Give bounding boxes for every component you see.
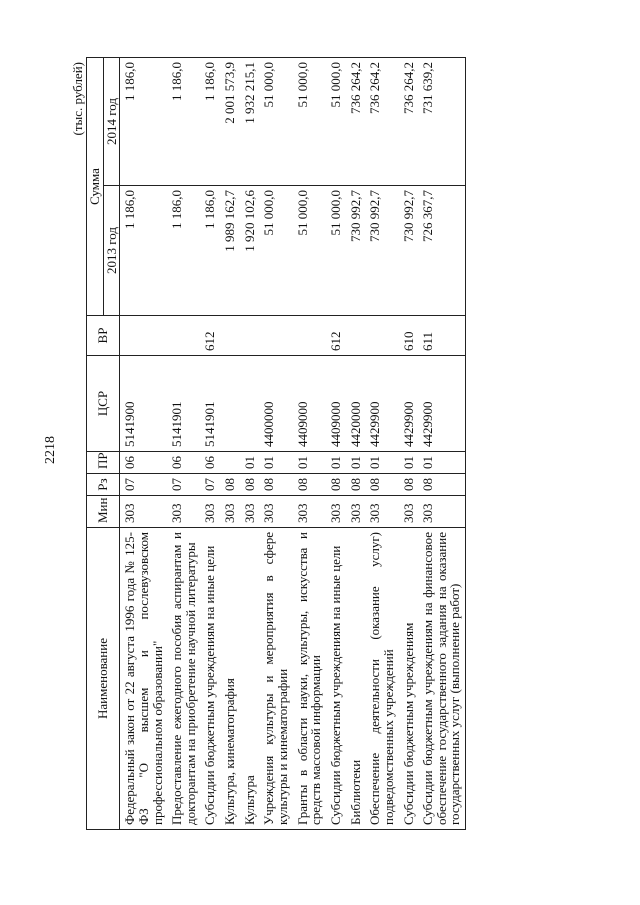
row-vr — [167, 316, 200, 356]
row-pr: 01 — [326, 452, 346, 474]
row-vr: 610 — [399, 316, 419, 356]
row-csr: 4429900 — [418, 356, 465, 452]
row-rz: 08 — [365, 474, 398, 496]
table-row — [200, 58, 220, 830]
row-2013: 1 186,0 — [167, 186, 200, 316]
row-2014: 1 186,0 — [167, 58, 200, 186]
row-rz: 07 — [200, 474, 220, 496]
row-csr — [240, 356, 260, 452]
row-pr: 01 — [346, 452, 366, 474]
row-min: 303 — [167, 496, 200, 528]
row-rz: 07 — [167, 474, 200, 496]
row-pr: 01 — [293, 452, 326, 474]
row-2014: 51 000,0 — [259, 58, 292, 186]
row-rz: 08 — [259, 474, 292, 496]
header-sum: Сумма — [87, 58, 104, 316]
row-vr: 611 — [418, 316, 465, 356]
row-2014: 51 000,0 — [326, 58, 346, 186]
row-min: 303 — [200, 496, 220, 528]
row-rz: 07 — [120, 474, 167, 496]
row-2013: 730 992,7 — [399, 186, 419, 316]
header-min: Мин — [87, 496, 120, 528]
header-rz: Рз — [87, 474, 120, 496]
row-2013: 51 000,0 — [326, 186, 346, 316]
row-pr: 01 — [399, 452, 419, 474]
row-vr — [346, 316, 366, 356]
row-pr: 06 — [120, 452, 167, 474]
header-csr: ЦСР — [87, 356, 120, 452]
row-vr — [240, 316, 260, 356]
row-2014: 736 264,2 — [365, 58, 398, 186]
row-pr: 01 — [365, 452, 398, 474]
row-rz: 08 — [293, 474, 326, 496]
row-name: Субсидии бюджетным учреждениям — [399, 528, 419, 830]
table-row — [167, 58, 200, 830]
row-2014: 1 186,0 — [120, 58, 167, 186]
row-vr — [293, 316, 326, 356]
row-rz: 08 — [418, 474, 465, 496]
table-row — [293, 58, 326, 830]
row-min: 303 — [240, 496, 260, 528]
row-pr: 01 — [259, 452, 292, 474]
table-row — [326, 58, 346, 830]
row-min: 303 — [259, 496, 292, 528]
table-row — [418, 58, 465, 830]
table-row — [120, 58, 167, 830]
row-name: Культура, кинематография — [220, 528, 240, 830]
row-2014: 731 639,2 — [418, 58, 465, 186]
row-name: Библиотеки — [346, 528, 366, 830]
row-2013: 730 992,7 — [365, 186, 398, 316]
row-min: 303 — [326, 496, 346, 528]
units-label: (тыс. рублей) — [70, 62, 85, 136]
table-row — [346, 58, 366, 830]
row-vr: 612 — [200, 316, 220, 356]
row-vr — [259, 316, 292, 356]
header-2013: 2013 год — [103, 186, 120, 316]
row-2014: 1 186,0 — [200, 58, 220, 186]
row-csr: 4429900 — [399, 356, 419, 452]
row-rz: 08 — [326, 474, 346, 496]
table-row — [365, 58, 398, 830]
row-min: 303 — [346, 496, 366, 528]
row-csr: 4409000 — [293, 356, 326, 452]
table-row — [220, 58, 240, 830]
row-name: Гранты в области науки, культуры, искусства и средств массовой информации — [293, 528, 326, 830]
row-2014: 1 932 215,1 — [240, 58, 260, 186]
row-csr: 4420000 — [346, 356, 366, 452]
row-2013: 1 989 162,7 — [220, 186, 240, 316]
row-csr: 4429900 — [365, 356, 398, 452]
budget-table-sheet — [70, 58, 570, 830]
header-pr: ПР — [87, 452, 120, 474]
row-csr: 5141901 — [167, 356, 200, 452]
row-rz: 08 — [346, 474, 366, 496]
row-name: Субсидии бюджетным учреждениям на иные цели — [326, 528, 346, 830]
table-row — [259, 58, 292, 830]
table-row — [240, 58, 260, 830]
row-min: 303 — [293, 496, 326, 528]
row-min: 303 — [365, 496, 398, 528]
row-vr — [365, 316, 398, 356]
row-name: Предоставление ежегодного пособия аспирантам и докторантам на приобретение научной литературы — [167, 528, 200, 830]
row-csr: 5141900 — [120, 356, 167, 452]
row-2013: 1 186,0 — [200, 186, 220, 316]
row-csr: 5141901 — [200, 356, 220, 452]
row-2014: 736 264,2 — [346, 58, 366, 186]
row-vr: 612 — [326, 316, 346, 356]
row-2014: 2 001 573,9 — [220, 58, 240, 186]
row-vr — [120, 316, 167, 356]
header-row — [87, 58, 104, 830]
row-2013: 1 920 102,6 — [240, 186, 260, 316]
row-name: Культура — [240, 528, 260, 830]
row-min: 303 — [120, 496, 167, 528]
row-pr: 01 — [418, 452, 465, 474]
row-min: 303 — [418, 496, 465, 528]
row-pr: 06 — [200, 452, 220, 474]
row-name: Учреждения культуры и мероприятия в сфере культуры и кинематографии — [259, 528, 292, 830]
row-2013: 51 000,0 — [259, 186, 292, 316]
header-vr: ВР — [87, 316, 120, 356]
row-name: Обеспечение деятельности (оказание услуг) подведомственных учреждений — [365, 528, 398, 830]
header-2014: 2014 год — [103, 58, 120, 186]
row-rz: 08 — [220, 474, 240, 496]
row-pr: 06 — [167, 452, 200, 474]
row-csr — [220, 356, 240, 452]
row-name: Субсидии бюджетным учреждениям на финансовое обеспечение государственного задания на оказание государственных услуг (выполнение работ) — [418, 528, 465, 830]
table-row — [399, 58, 419, 830]
row-rz: 08 — [399, 474, 419, 496]
row-name: Федеральный закон от 22 августа 1996 года № 125-ФЗ "О высшем и послевузовском профессиональном образовании" — [120, 528, 167, 830]
row-vr — [220, 316, 240, 356]
row-csr: 4400000 — [259, 356, 292, 452]
budget-table — [86, 57, 466, 830]
row-min: 303 — [399, 496, 419, 528]
row-2014: 736 264,2 — [399, 58, 419, 186]
row-2014: 51 000,0 — [293, 58, 326, 186]
row-rz: 08 — [240, 474, 260, 496]
row-pr: 01 — [240, 452, 260, 474]
row-2013: 1 186,0 — [120, 186, 167, 316]
header-name: Наименование — [87, 528, 120, 830]
row-2013: 730 992,7 — [346, 186, 366, 316]
row-2013: 51 000,0 — [293, 186, 326, 316]
row-2013: 726 367,7 — [418, 186, 465, 316]
row-csr: 4409000 — [326, 356, 346, 452]
row-pr — [220, 452, 240, 474]
row-min: 303 — [220, 496, 240, 528]
row-name: Субсидии бюджетным учреждениям на иные цели — [200, 528, 220, 830]
page-number: 2218 — [43, 436, 58, 464]
